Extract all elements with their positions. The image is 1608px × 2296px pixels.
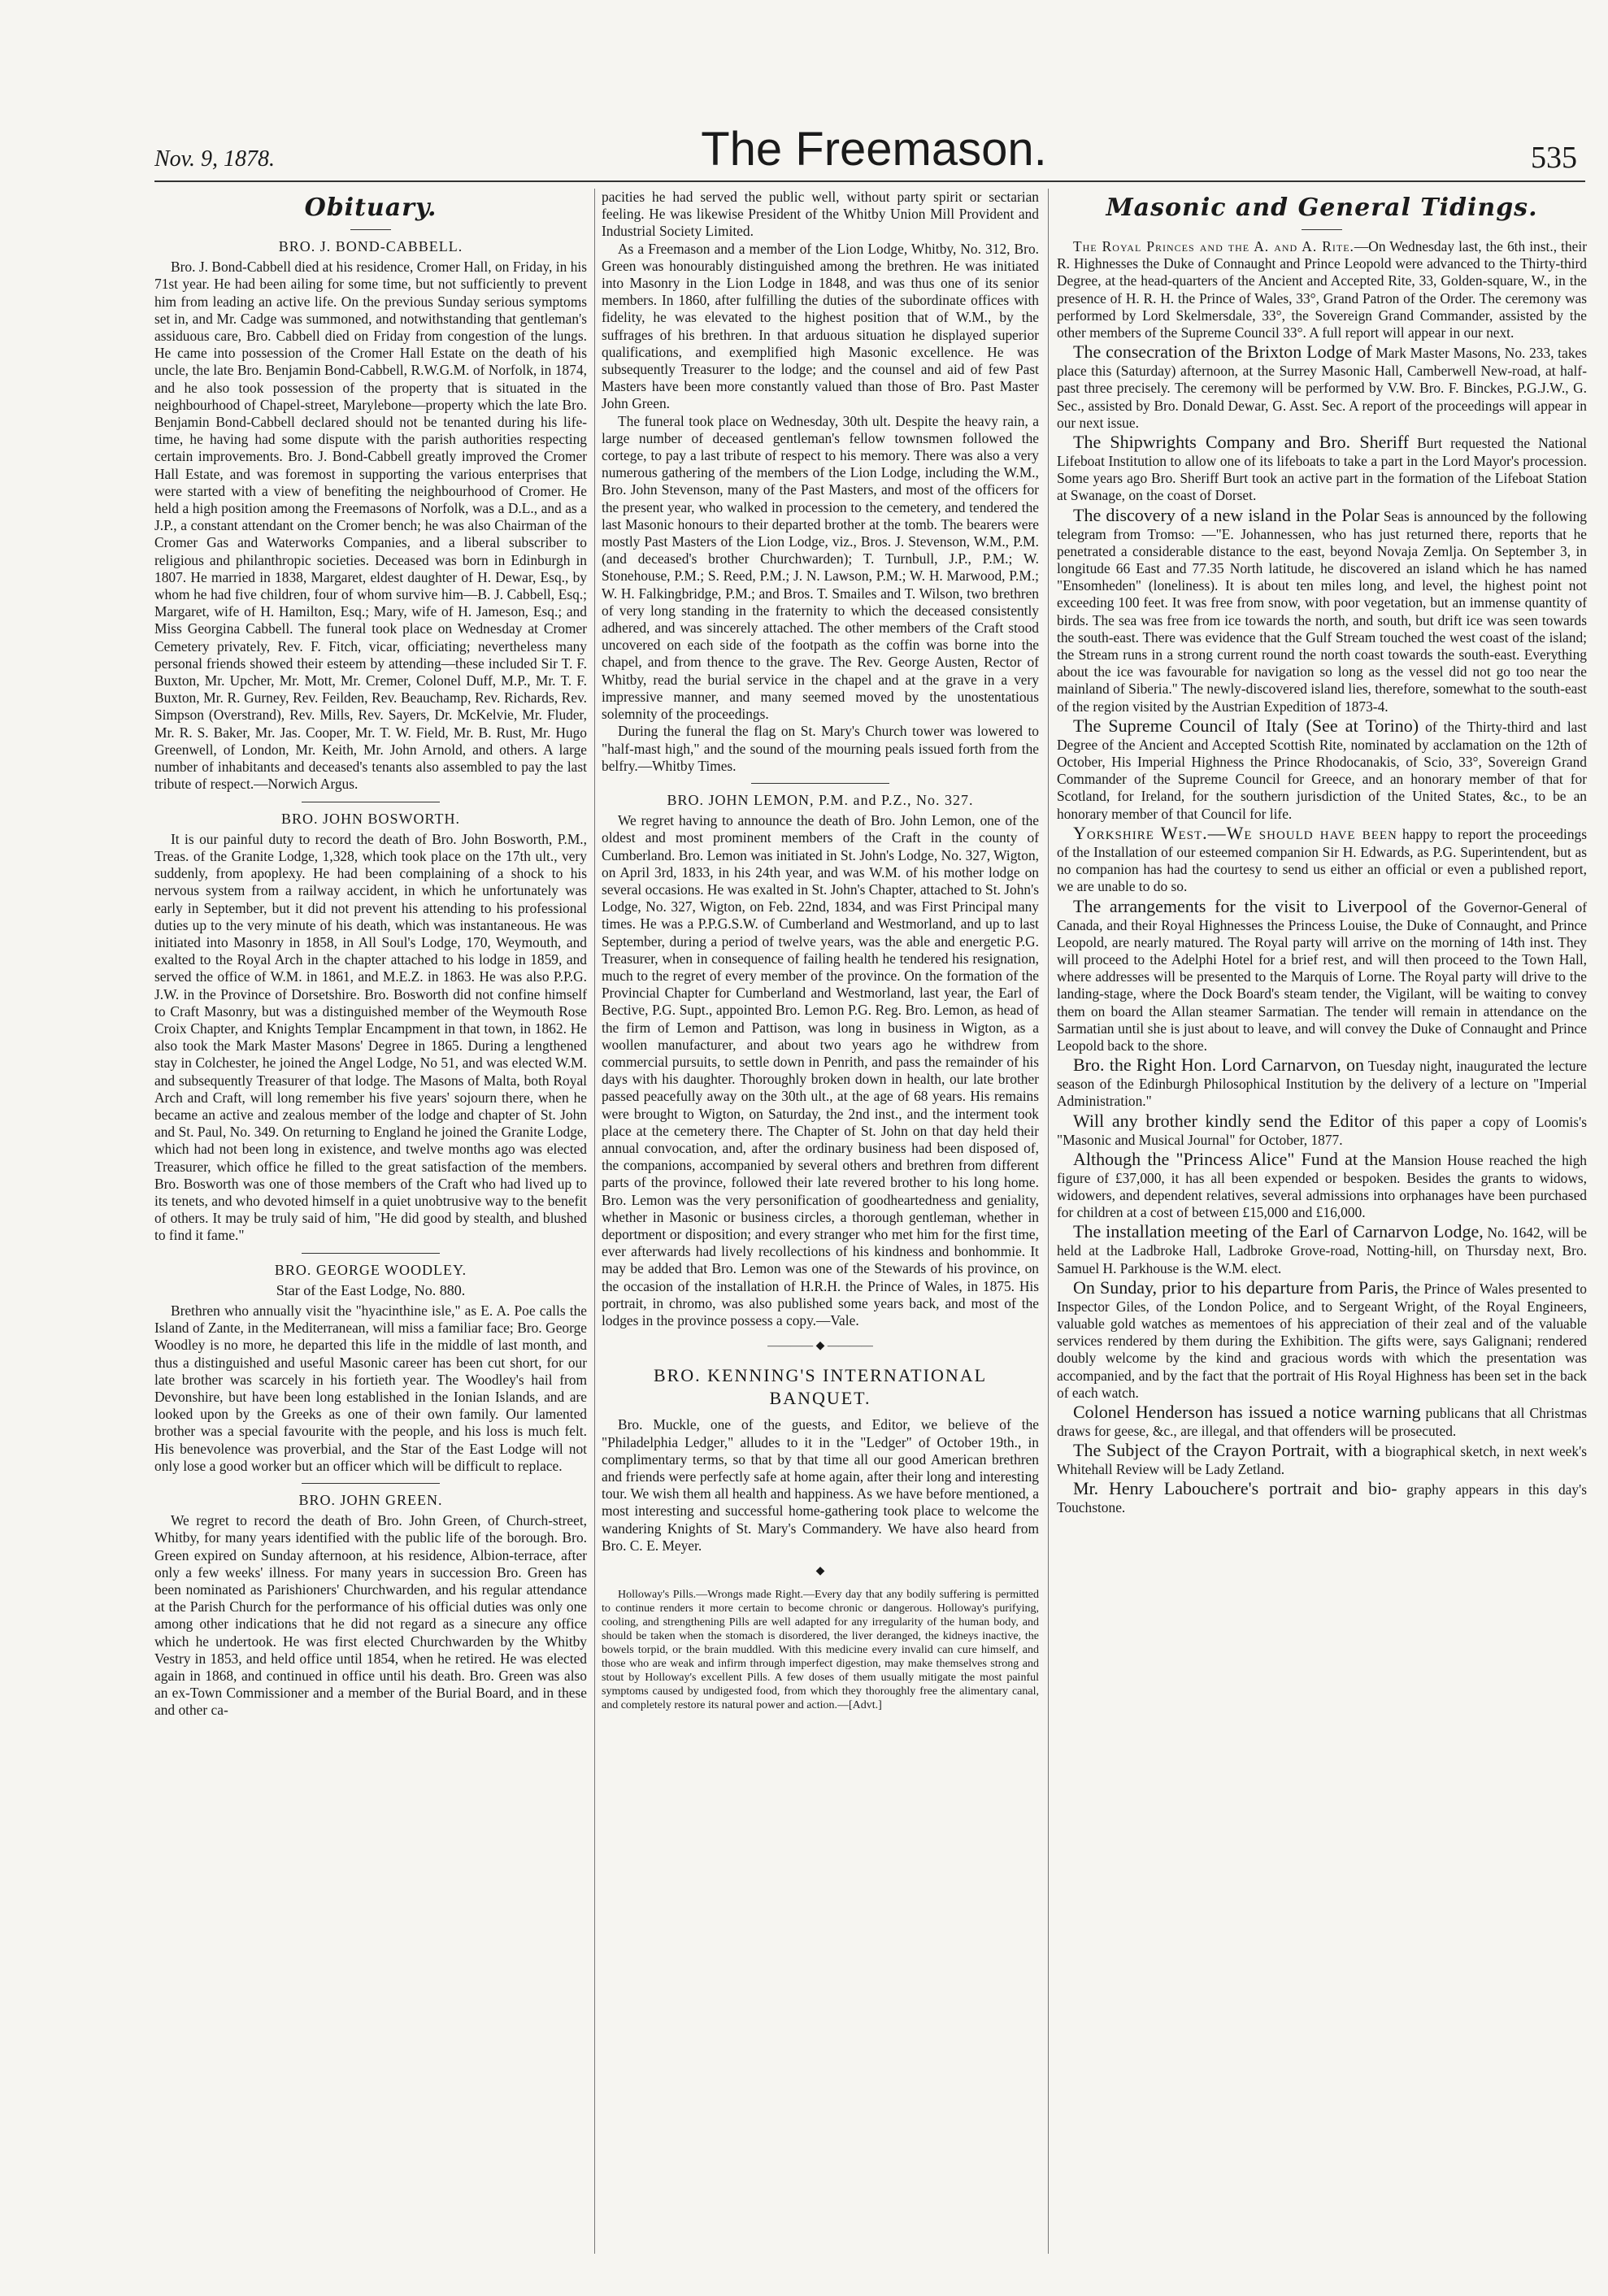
news-item bbox=[1057, 1402, 1587, 1440]
section-heading-tidings: Masonic and General Tidings. bbox=[1106, 194, 1538, 222]
article-body: Brethren who annually visit the "hyacinthine isle," as E. A. Poe calls the Island of Zante, in the Mediterranean, will miss a familiar face; Bro. George Woodley is no more, he departed this life in the middle of last month, and thus a distinguished and useful Masonic career has been cut short, for our late brother was scarcely in his fortieth year. The Woodley's hail from Devonshire, but have been long established in the Ionian Islands, and are looked upon by the Greeks as one of their own family. Our lamented brother was a special favourite with the people, and his loss is much felt. His benevolence was proverbial, and the Star of the East Lodge will not only lose a good worker but an officer which will be difficult to replace. bbox=[154, 1302, 587, 1474]
article-title: BRO. GEORGE WOODLEY. bbox=[274, 1261, 467, 1278]
article-body: The funeral took place on Wednesday, 30th ult. Despite the heavy rain, a large number of deceased gentleman's fellow townsmen followed the cortege, to pay a last tribute of respect to his memory. There was also a very numerous gathering of the members of the Lion Lodge, including the W.M., Bro. John Stevenson, many of the Past Masters, and most of the officers for the present year, who walked in procession to the cemetery, and tendered the last Masonic honours to their departed brother at the tomb. The bearers were mostly Past Masters of the Lion Lodge, viz., Bros. J. Stevenson, W.M., P.M. (and deceased's brother Churchwarden); T. Turnbull, J.P., P.M.; W. Stonehouse, P.M.; S. Reed, P.M.; J. N. Lawson, P.M.; W. H. Marwood, P.M.; W. H. Falkingbridge, P.M.; and Bros. T. Smailes and T. Wilson, two brethren of very long standing in the fraternity to which the deceased consistently adhered, and was sincerely attached. The other members of the Craft stood uncovered on each side of the footpath as the coffin was borne into the chapel, and from thence to the grave. The Rev. George Austen, Rector of Whitby, read the burial service in the chapel and at the grave in a very impressive manner, and many seemed moved by the unostentatious solemnity of the proceedings. bbox=[602, 412, 1039, 723]
article-divider bbox=[302, 1253, 440, 1254]
news-text: publicans that all Christmas draws for geese, &c., are illegal, and that offenders will be prosecuted. bbox=[1057, 1404, 1587, 1439]
news-item bbox=[1057, 432, 1587, 505]
article-body: We regret to record the death of Bro. John Green, of Church-street, Whitby, for many years identified with the public life of the borough. Bro. Green expired on Sunday afternoon, at his residence, Albion-terrace, after only a few weeks' illness. For many years in succession Bro. Green has been nominated as Parishioners' Churchwarden, and his regular attendance at the Parish Church for the performance of his official duties was only one among other indications that he did not regard as a sinecure any office which he undertook. He was first elected Churchwarden by the Whitby Vestry in 1853, and held office until 1854, when he retired. He was elected again in 1868, and continued in office until his death. Bro. Green was also an ex-Town Commissioner and a member of the Burial Board, and in these and other ca- bbox=[154, 1512, 587, 1719]
article-subtitle: Star of the East Lodge, No. 880. bbox=[276, 1281, 466, 1298]
article-body: Bro. J. Bond-Cabbell died at his residence, Cromer Hall, on Friday, in his 71st year. He had been ailing for some time, but not sufficiently to prevent him from leading an active life. On the previous Sunday serious symptoms set in, and Mr. Cadge was summoned, and notwithstanding that gentleman's assiduous care, Bro. Cabbell died on Friday from congestion of the lungs. He came into possession of the Cromer Hall Estate on the death of his uncle, the late Bro. Benjamin Bond-Cabbell, R.W.G.M. of Norfolk, in 1874, and he also took possession of the property that is situated in the neighbourhood of Chapel-street, Marylebone—property which the late Bro. Benjamin Bond-Cabbell declared should not be tenanted during his life-time, he having had some dispute with the parish authorities respecting certain improvements. Bro. J. Bond-Cabbell greatly improved the Cromer Hall Estate, and was foremost in supporting the various enterprises that were started with a view of benefiting the neighbourhood of Cromer. He held a high position among the Freemasons of Norfolk, was a D.L., and as a J.P., a constant attendant on the Cromer bench; he was also Chairman of the Cromer Gas and Waterworks Companies, and a liberal subscriber to religious and philanthropic societies. Deceased was born in Edinburgh in 1807. He married in 1838, Margaret, eldest daughter of H. Dewar, Esq., by whom he had five children, four of whom survive him—B. J. Cabbell, Esq.; Margaret, wife of H. Hamilton, Esq.; Mary, wife of H. Jameson, Esq.; and Miss Georgina Cabbell. The funeral took place on Wednesday at Cromer Cemetery privately, Rev. F. Fitch, vicar, officiating; nevertheless many personal friends showed their esteem by attending—these included Sir T. F. Buxton, Mr. Upcher, Mr. Mott, Mr. Cremer, Colonel Duff, M.P., Mr. T. F. Buxton, Mr. R. Gurney, Rev. Feilden, Rev. Beauchamp, Rev. Richards, Rev. Simpson (Overstrand), Rev. Mills, Rev. Sayers, Dr. McKelvie, Mr. Fluder, Mr. R. S. Baker, Mr. Jas. Cooper, Mr. T. W. Field, Mr. B. Rust, Mr. Hugo Greenwell, of London, Mr. Keith, Mr. John Arnold, and others. A large number of inhabitants and deceased's tenants also assembled to pay the last tribute of respect.—Norwich Argus. bbox=[154, 259, 587, 793]
article-body: Bro. Muckle, one of the guests, and Editor, we believe of the "Philadelphia Ledger," alludes to it in the "Ledger" of October 19th., in complimentary terms, so that by that time all our good American brethren and friends were perfectly safe at home again, after their long and interesting tour. We wish them all health and happiness. As we have before mentioned, a most interesting and successful home-gathering took place to welcome the wandering Knights of St. Mary's Commandery. We have also heard from Bro. C. E. Meyer. bbox=[602, 1416, 1039, 1554]
article-title: BRO. J. BOND-CABBELL. bbox=[278, 238, 463, 254]
news-text: the Prince of Wales presented to Inspector Giles, of the London Police, and to Sergeant Wright, of the Royal Engineers, valuable gold watches as mementoes of his appreciation of their zeal and of the valuable services rendered by them during the Exhibition. The gifts were, says Galignani; rendered doubly welcome by the kind and gracious words with which the presentation was accompanied, and by the fact that the portrait of His Royal Highness has been set in the back of each watch. bbox=[1057, 1280, 1587, 1401]
news-text: happy to report the proceedings of the Installation of our esteemed companion Sir H. Edwards, as P.G. Superintendent, but as no companion has had the courtesy to send us either an official or even a published report, we are unable to do so. bbox=[1057, 825, 1587, 895]
news-lead: The Subject of the Crayon Portrait, with a bbox=[1073, 1440, 1381, 1461]
news-text: of the Thirty-third and last Degree of the Ancient and Accepted Scottish Rite, nominated by acclamation on the 12th of October, His Imperial Highness the Prince Rhodocanakis, of Scio, 33°, Sovereign Grand Commander of the Supreme Council for Greece, and an honorary member of that for Scotland, for Ireland, for the southern jurisdiction of the United States, &c., to be an honorary member of that Council for life. bbox=[1057, 718, 1587, 822]
news-lead: Although the "Princess Alice" Fund at the bbox=[1073, 1148, 1387, 1169]
news-item bbox=[1057, 238, 1587, 341]
news-item bbox=[1057, 1478, 1587, 1516]
news-item bbox=[1057, 823, 1587, 896]
news-item bbox=[1057, 505, 1587, 715]
article-divider bbox=[302, 1483, 440, 1484]
news-lead: The installation meeting of the Earl of Carnarvon Lodge, bbox=[1073, 1221, 1484, 1242]
news-lead: Colonel Henderson has issued a notice warning bbox=[1073, 1401, 1421, 1422]
short-rule bbox=[350, 229, 391, 230]
article-body: During the funeral the flag on St. Mary's Church tower was lowered to "half-mast high," and the sound of the mourning peals issued forth from the belfry.—Whitby Times. bbox=[602, 723, 1039, 774]
news-text: Mark Master Masons, No. 233, takes place this (Saturday) afternoon, at the Surrey Masonic Hall, Camberwell New-road, at half-past three precisely. The ceremony will be performed by V.W. Bro. F. Binckes, P.G.J.W., G. Sec., assisted by Bro. Donald Dewar, G. Asst. Sec. A report of the proceedings will appear in our next issue. bbox=[1057, 345, 1587, 431]
article-title: BRO. JOHN BOSWORTH. bbox=[281, 810, 460, 827]
column-3 bbox=[1057, 189, 1587, 1517]
news-item bbox=[1057, 1277, 1587, 1402]
news-item bbox=[1057, 341, 1587, 432]
news-text: Mansion House reached the high figure of £37,000, it has all been expended or bespoken. Besides the grants to widows, widowers, and dependent relatives, several admissions into orphanages have been purchased for children at a cost of between £15,000 and £16,000. bbox=[1057, 1151, 1587, 1221]
news-item bbox=[1057, 1221, 1587, 1276]
news-lead: Will any brother kindly send the Editor of bbox=[1073, 1110, 1397, 1131]
column-1 bbox=[154, 189, 587, 1720]
news-text: graphy appears in this day's Touchstone. bbox=[1057, 1481, 1587, 1516]
news-item bbox=[1057, 715, 1587, 823]
page-number: 535 bbox=[1531, 141, 1577, 175]
news-item bbox=[1057, 896, 1587, 1055]
news-item bbox=[1057, 1149, 1587, 1222]
news-text: Seas is announced by the following telegram from Tromso: —"E. Johannessen, who has just returned there, reports that he penetrated a considerable distance to the east, beyond Novaja Zemlja. On September 3, in longitude 66 East and 77.35 North latitude, he discovered an island which he has named "Ensomheden" (loneliness). It is about ten miles long, and level, the highest point not exceeding 100 feet. It was free from snow, with poor vegetation, but an immense quantity of birds. The sea was free from ice towards the north, and south, but drift ice was seen towards the south-east. There was evidence that the Gulf Stream touched the west coast of the island; the Stream runs in a strong current round the north coast towards the south-east. Everything about the ice was favourable for navigation so long as the vessel did not go too near the mainland of Siberia." The newly-discovered island lies, therefore, somewhat to the south-east of the region visited by the Austrian Expedition of 1873-4. bbox=[1057, 507, 1587, 715]
divider-ornament: ———— ◆ ———— bbox=[767, 1340, 873, 1353]
article-divider bbox=[751, 783, 889, 784]
column-divider bbox=[1048, 189, 1049, 2254]
column-2 bbox=[602, 189, 1039, 1712]
news-lead: The arrangements for the visit to Liverpool of bbox=[1073, 895, 1432, 916]
news-lead: The Royal Princes and the A. and A. Rite. bbox=[1073, 238, 1354, 254]
news-lead: The discovery of a new island in the Polar bbox=[1073, 504, 1380, 525]
article-title: BRO. KENNING'S INTERNATIONAL BANQUET. bbox=[653, 1365, 988, 1409]
news-lead: The Supreme Council of Italy (See at Torino) bbox=[1073, 715, 1419, 736]
issue-date: Nov. 9, 1878. bbox=[154, 146, 276, 172]
short-rule bbox=[1302, 229, 1342, 230]
news-lead: The Shipwrights Company and Bro. Sheriff bbox=[1073, 432, 1410, 453]
news-lead: Bro. the Right Hon. Lord Carnarvon, on bbox=[1073, 1055, 1364, 1076]
masthead-rule bbox=[154, 180, 1585, 182]
news-item bbox=[1057, 1111, 1587, 1149]
news-item bbox=[1057, 1440, 1587, 1478]
news-lead: On Sunday, prior to his departure from Paris, bbox=[1073, 1276, 1399, 1298]
news-text: No. 1642, will be held at the Ladbroke Hall, Ladbroke Grove-road, Notting-hill, on Thursday next, Bro. Samuel H. Parkhouse is the W.M. elect. bbox=[1057, 1224, 1587, 1276]
column-divider bbox=[594, 189, 595, 2254]
article-body: As a Freemason and a member of the Lion Lodge, Whitby, No. 312, Bro. Green was honourably distinguished among the brethren. He was initiated into Masonry in the Lion Lodge in 1848, and was thus one of its senior members. In 1860, after fulfilling the duties of the subordinate offices with fidelity, he was elevated to the highest position that of W.M., by the suffrages of his brethren. In that arduous situation he displayed superior qualifications, and exemplified high Masonic excellence. He was subsequently Treasurer to the lodge; and the counsel and aid of few Past Masters have been more constantly valued than those of Bro. Past Master John Green. bbox=[602, 240, 1039, 412]
news-lead: Yorkshire West.—We should have been bbox=[1073, 822, 1397, 843]
article-title: BRO. JOHN LEMON, P.M. and P.Z., No. 327. bbox=[667, 791, 974, 808]
news-item bbox=[1057, 1055, 1587, 1110]
section-heading-obituary: Obituary. bbox=[304, 194, 437, 222]
article-title: BRO. JOHN GREEN. bbox=[298, 1492, 443, 1509]
news-text: Tuesday night, inaugurated the lecture season of the Edinburgh Philosophical Institution by the delivery of a lecture on "Imperial Administration." bbox=[1057, 1058, 1587, 1110]
news-text: the Governor-General of Canada, and their Royal Highnesses the Princess Louise, the Duke of Connaught, and Prince Leopold, are nearly matured. The Royal party will arrive on the morning of 14th inst. They will proceed to the Adelphi Hotel for a brief rest, and will then proceed to the Town Hall, where addresses will be presented to the Marquis of Lorne. The Royal party will drive to the landing-stage, where the Dock Board's steam tender, the Vigilant, will be waiting to convey them on board the Allan steamer Sarmatian. The tender will remain in attendance on the Sarmatian until she is just about to leave, and will convey the Duke of Connaught and Prince Leopold back to the shore. bbox=[1057, 898, 1587, 1054]
news-text: Burt requested the National Lifeboat Institution to allow one of its lifeboats to take a part in the Lord Mayor's procession. Some years ago Bro. Sheriff Burt took an active part in the formation of the Lifeboat Station at Swanage, on the coast of Dorset. bbox=[1057, 435, 1587, 504]
news-lead: The consecration of the Brixton Lodge of bbox=[1073, 341, 1372, 363]
article-body: It is our painful duty to record the death of Bro. John Bosworth, P.M., Treas. of the Granite Lodge, 1,328, which took place on the 17th ult., very suddenly, from apoplexy. He had been complaining of a shock to his nervous system from a railway accident, in which he unfortunately was early in September, but it did not prevent his attending to his professional duties up to the very minute of his death, which was instantaneous. He was initiated into Masonry in 1858, in All Soul's Lodge, 170, Weymouth, and exalted to the Royal Arch in the chapter attached to his lodge in 1859, and served the office of W.M. in 1861, and M.E.Z. in 1863. He was also P.P.G. J.W. in the Province of Dorsetshire. Bro. Bosworth did not confine himself to Craft Masonry, but was a distinguished member of the Weymouth Rose Croix Chapter, and Knights Templar Encampment in that town, in 1862. He also took the Mark Master Masons' Degree in 1865. During a lengthened stay in Colchester, he joined the Angel Lodge, No 51, and was elected W.M. and subsequently Treasurer of that lodge. The Masons of Malta, both Royal Arch and Craft, will long remember his five years' sojourn there, when he became an active and zealous member of the lodge and chapter of St. John and St. Paul, No. 349. On returning to England he joined the Granite Lodge, which had not been long in existence, and twelve months ago was elected Treasurer, which office he filled to the great satisfaction of the members. Bro. Bosworth was one of those members of the Craft who had lived up to its tenets, and who devoted himself in a quiet unobtrusive way to the benefit of others. It may be truly said of him, "He did good by stealth, and blushed to find it fame." bbox=[154, 830, 587, 1244]
masthead bbox=[154, 122, 1593, 179]
news-lead: Mr. Henry Labouchere's portrait and bio- bbox=[1073, 1478, 1397, 1499]
news-text: —On Wednesday last, the 6th inst., their R. Highnesses the Duke of Connaught and Prince Leopold were advanced to the Thirty-third Degree, at the head-quarters of the Ancient and Accepted Rite, 33, Golden-square, W., in the presence of H. R. H. the Prince of Wales, 33°, Grand Patron of the Order. The ceremony was performed by Lord Skelmersdale, 33°, the Sovereign Grand Commander, assisted by the other members of the Supreme Council 33°. A full report will appear in our next. bbox=[1057, 238, 1587, 341]
news-text: biographical sketch, in next week's Whitehall Review will be Lady Zetland. bbox=[1057, 1443, 1587, 1478]
article-body: We regret having to announce the death of Bro. John Lemon, one of the oldest and most prominent members of the Craft in the county of Cumberland. Bro. Lemon was initiated in St. John's Lodge, No. 327, Wigton, on April 3rd, 1833, in his 24th year, and was W.M. of his mother lodge on several occasions. He was exalted in St. John's Chapter, attached to St. John's Lodge, No. 327, Wigton, on Feb. 22nd, 1834, and was First Principal many times. He was a P.P.G.S.W. of Cumberland and Westmorland, and up to last September, during a period of twelve years, was the able and energetic P.G. Treasurer, when in consequence of failing health he tendered his resignation, much to the regret of every member of the province. On the formation of the Provincial Chapter for Cumberland and Westmorland, last year, the Earl of Bective, P.G. Supt., appointed Bro. Lemon P.G. Reg. Bro. Lemon, as head of the firm of Lemon and Pattison, was long in business in Wigton, as a woollen manufacturer, and about two years ago he withdrew from commercial pursuits, to settle down in Penrith, and pass the remainder of his days with his daughter. Thoroughly broken down in health, our late brother passed peacefully away on the 30th ult., at the age of 68 years. His remains were brought to Wigton, on Saturday, the 2nd inst., and the interment took place at the cemetery there. The Chapter of St. John on that day held their annual convocation, and, after the ordinary business had been disposed of, the companions, accompanied by several others and brethren from different parts of the province, followed their late revered brother to his long home. Bro. Lemon was the very personification of goodheartedness and geniality, whether in Masonic or business circles, a thorough gentleman, whether in deportment or disposition; and every stranger who met him for the first time, ever afterwards had lively recollections of his kindness and bonhommie. It may be added that Bro. Lemon was one of the Stewards of his province, on the occasion of the installation of H.R.H. the Prince of Wales, in 1875. His portrait, in chromo, was also published some years back, and most of the lodges in the province possess a copy.—Vale. bbox=[602, 812, 1039, 1328]
news-text: this paper a copy of Loomis's "Masonic and Musical Journal" for October, 1877. bbox=[1057, 1113, 1587, 1148]
divider-ornament: ◆ bbox=[815, 1565, 825, 1578]
paper-title: The Freemason. bbox=[701, 123, 1047, 176]
advertisement: Holloway's Pills.—Wrongs made Right.—Every day that any bodily suffering is permitted to continue renders it more certain to become chronic or dangerous. Holloway's purifying, cooling, and strengthening Pills are well adapted for any irregularity of the human body, and should be taken when the stomach is disordered, the liver deranged, the kidneys inactive, the bowels torpid, or the brain muddled. With this medicine every invalid can cure himself, and those who are weak and infirm through imperfect digestion, may make themselves strong and stout by Holloway's excellent Pills. A few doses of them usually mitigate the most painful symptoms caused by undigested food, from which they thoroughly free the alimentary canal, and completely restore its natural power and action.—[Advt.] bbox=[602, 1589, 1039, 1712]
article-body: pacities he had served the public well, without party spirit or sectarian feeling. He was likewise President of the Whitby Union Mill Provident and Industrial Society Limited. bbox=[602, 189, 1039, 240]
